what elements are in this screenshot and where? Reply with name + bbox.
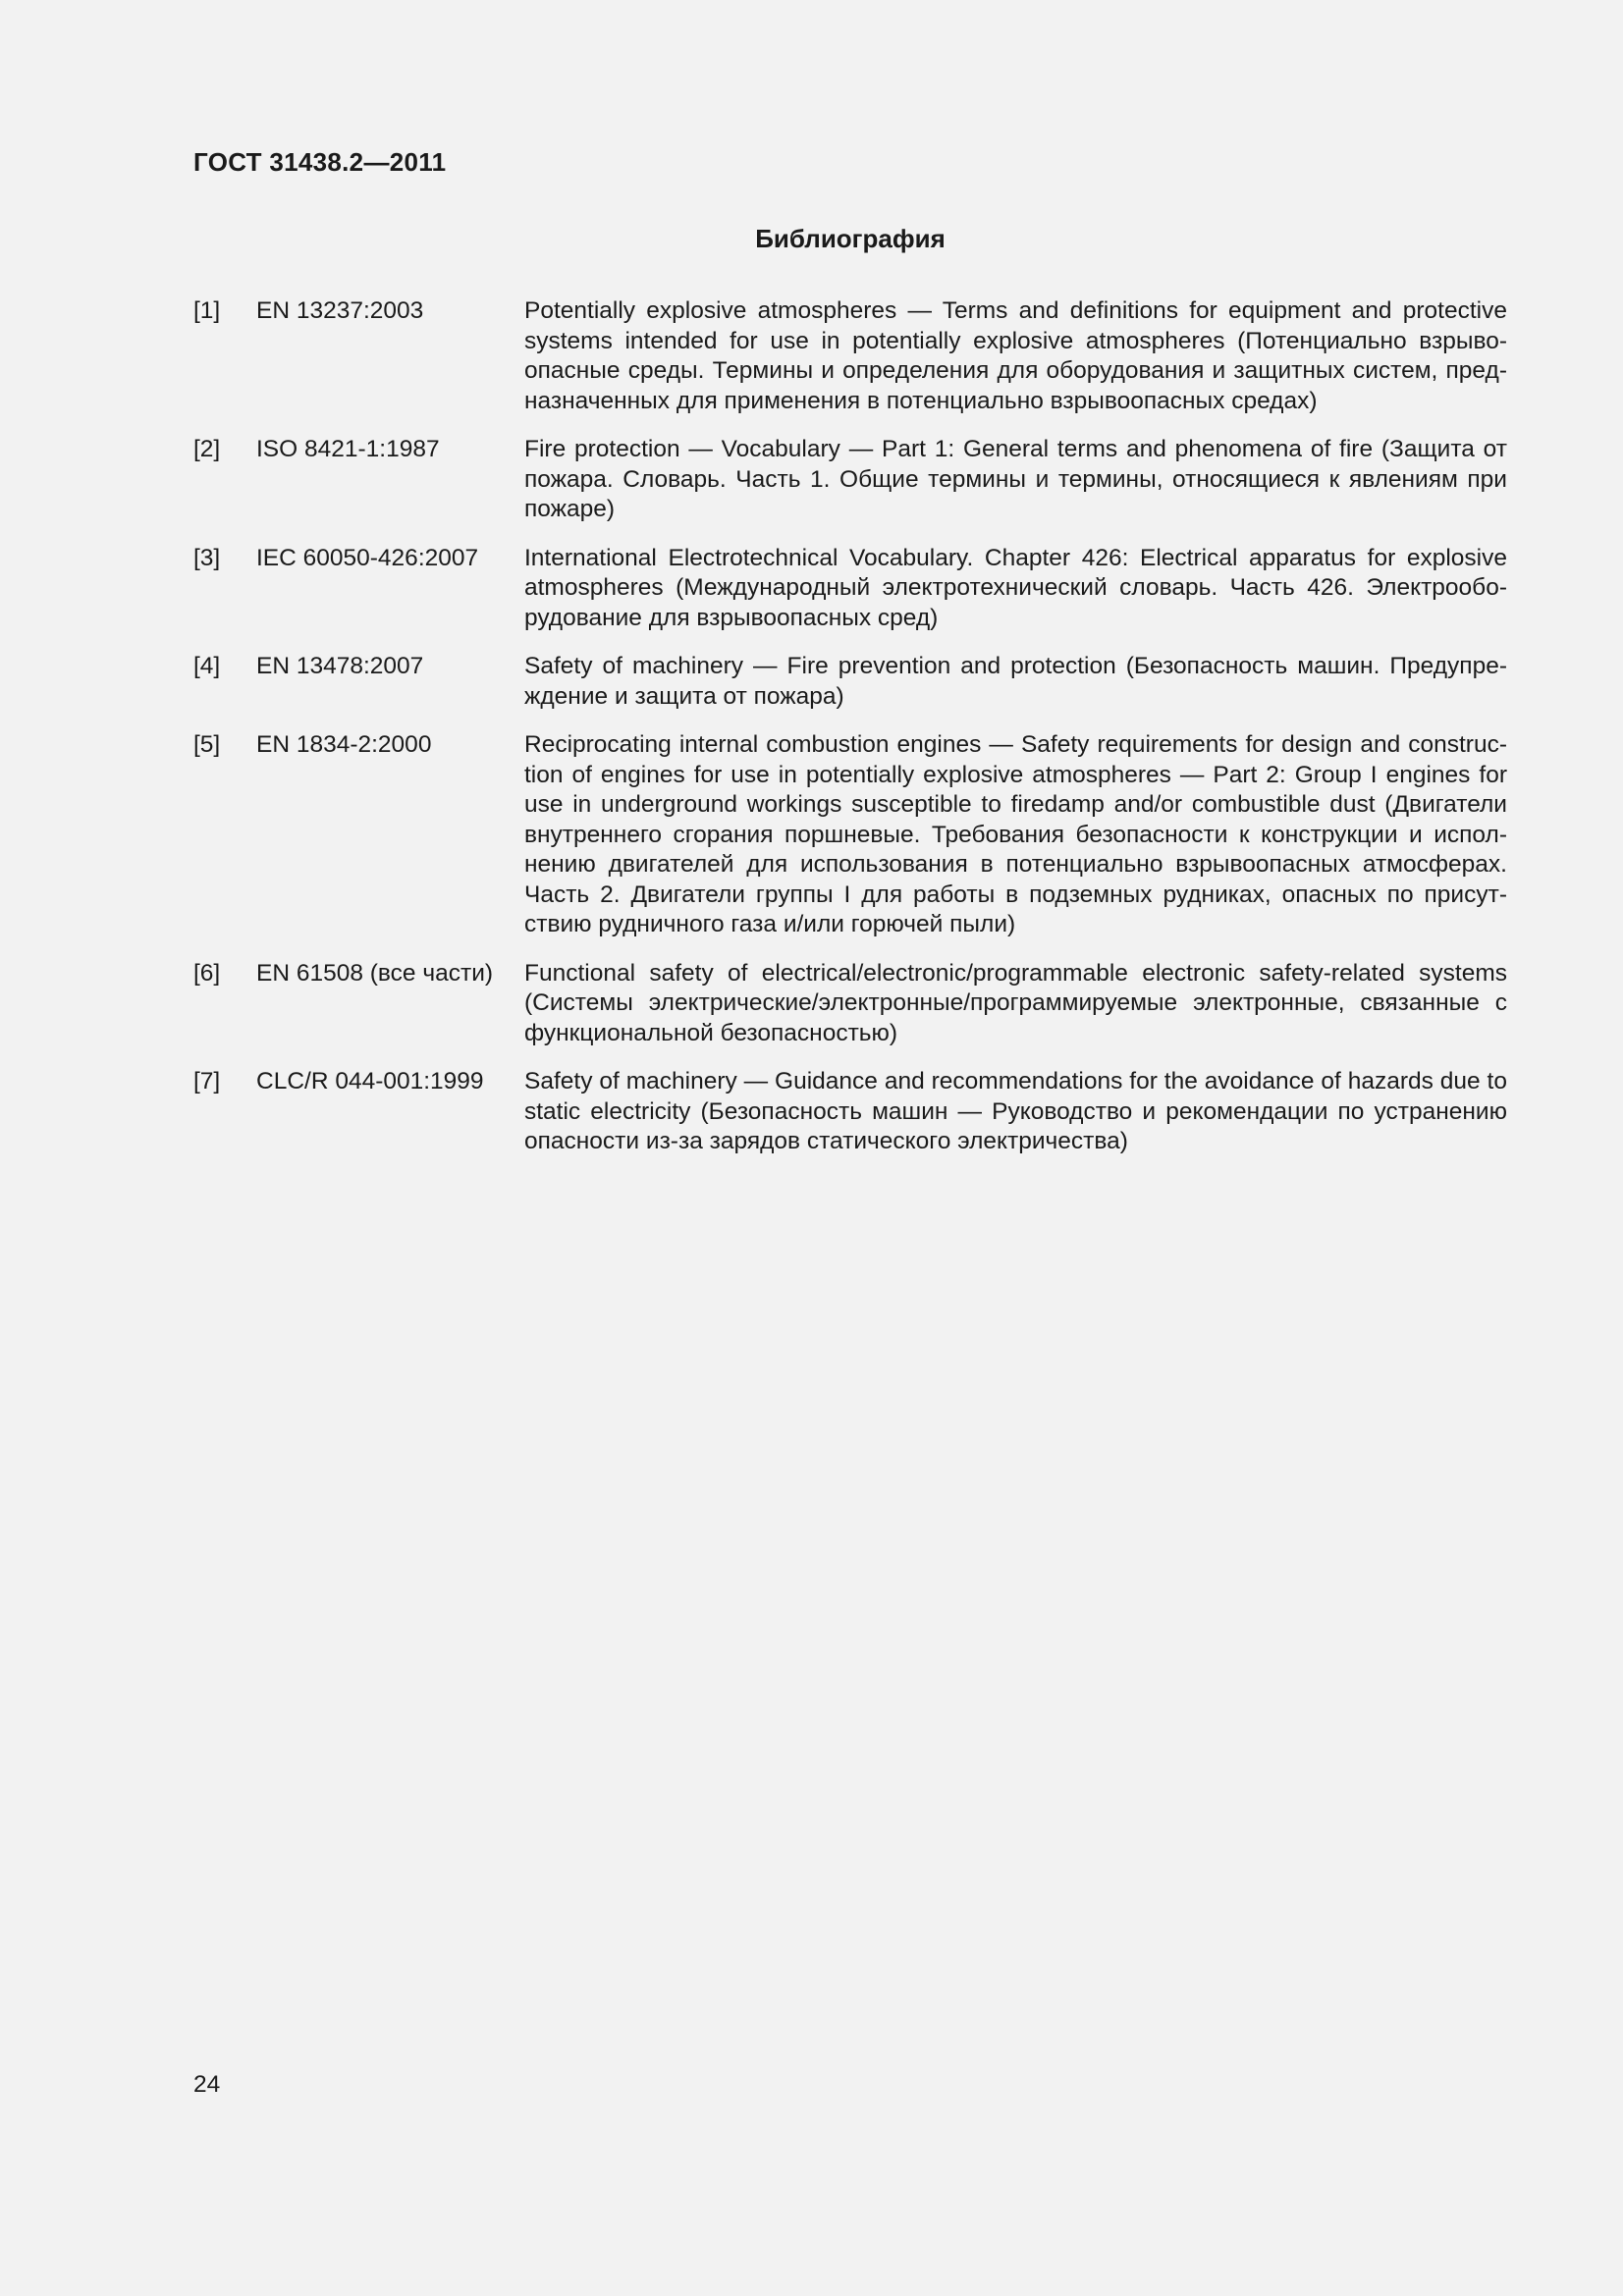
entry-standard-code: IEC 60050-426:2007 (256, 544, 479, 571)
entry-title: International Electrotechnical Vocabulary. Chapter 426: Electrical apparatus for explosive atmospheres (Международный электротехнический словарь. Часть 426. Электрооборудование для взрывоопасных сред) (524, 544, 1507, 631)
entry-title: Functional safety of electrical/electronic/programmable electronic safety-related systems (Системы электрические/электронные/программируемые электронные, связанные с функциональной безопасностью) (524, 959, 1507, 1046)
entry-number: [3] (193, 544, 221, 571)
bibliography-entry (193, 959, 1507, 1049)
entry-title: Potentially explosive atmospheres — Terms and definitions for equipment and protective systems intended for use in potentially explosive atmospheres (Потенциально взрывоопасные среды. Термины и определения для оборудования и защитных систем, предназначенных для применения в потенциально взрывоопасных средах) (524, 297, 1507, 414)
bibliography-entry (193, 296, 1507, 416)
document-code-header: ГОСТ 31438.2—2011 (193, 147, 447, 177)
bibliography-entry (193, 652, 1507, 712)
entry-title: Safety of machinery — Guidance and recommendations for the avoidance of hazards due to static electricity (Безопасность машин — Руководство и рекомендации по устранению опасности из-за зарядов статического электричества) (524, 1068, 1507, 1154)
entry-standard-code: EN 1834-2:2000 (256, 731, 432, 758)
entry-title: Fire protection — Vocabulary — Part 1: General terms and phenomena of fire (Защита от пожара. Словарь. Часть 1. Общие термины и термины, относящиеся к явлениям при пожаре) (524, 436, 1507, 522)
bibliography-entry (193, 730, 1507, 940)
entry-standard-code: EN 13237:2003 (256, 297, 424, 324)
entry-standard-code: CLC/R 044-001:1999 (256, 1068, 484, 1095)
bibliography-list (193, 296, 1507, 1176)
page-number: 24 (193, 2071, 221, 2098)
entry-number: [4] (193, 653, 221, 679)
entry-standard-code: ISO 8421-1:1987 (256, 436, 440, 462)
entry-standard-code: EN 61508 (все части) (256, 959, 494, 987)
entry-number: [6] (193, 959, 221, 987)
entry-title: Safety of machinery — Fire prevention and protection (Безопасность машин. Предупреждение и защита от пожара) (524, 653, 1507, 710)
entry-number: [7] (193, 1068, 221, 1095)
bibliography-entry (193, 435, 1507, 525)
bibliography-entry (193, 544, 1507, 634)
section-title: Библиография (755, 224, 946, 253)
entry-standard-code: EN 13478:2007 (256, 653, 424, 679)
entry-title: Reciprocating internal combustion engines — Safety requirements for design and construction of engines for use in potentially explosive atmospheres — Part 2: Group I engines for use in underground workings susceptible to firedamp and/or combustible dust (Двигатели внутреннего сгорания поршневые. Требования безопасности к конструкции и исполнению двигателей для использования в потенциально взрывоопасных атмосферах. Часть 2. Двигатели группы I для работы в подземных рудниках, опасных по присутствию рудничного газа и/или горючей пыли) (524, 731, 1507, 937)
entry-number: [2] (193, 436, 221, 462)
bibliography-entry (193, 1067, 1507, 1157)
entry-number: [5] (193, 731, 221, 758)
entry-number: [1] (193, 297, 221, 324)
